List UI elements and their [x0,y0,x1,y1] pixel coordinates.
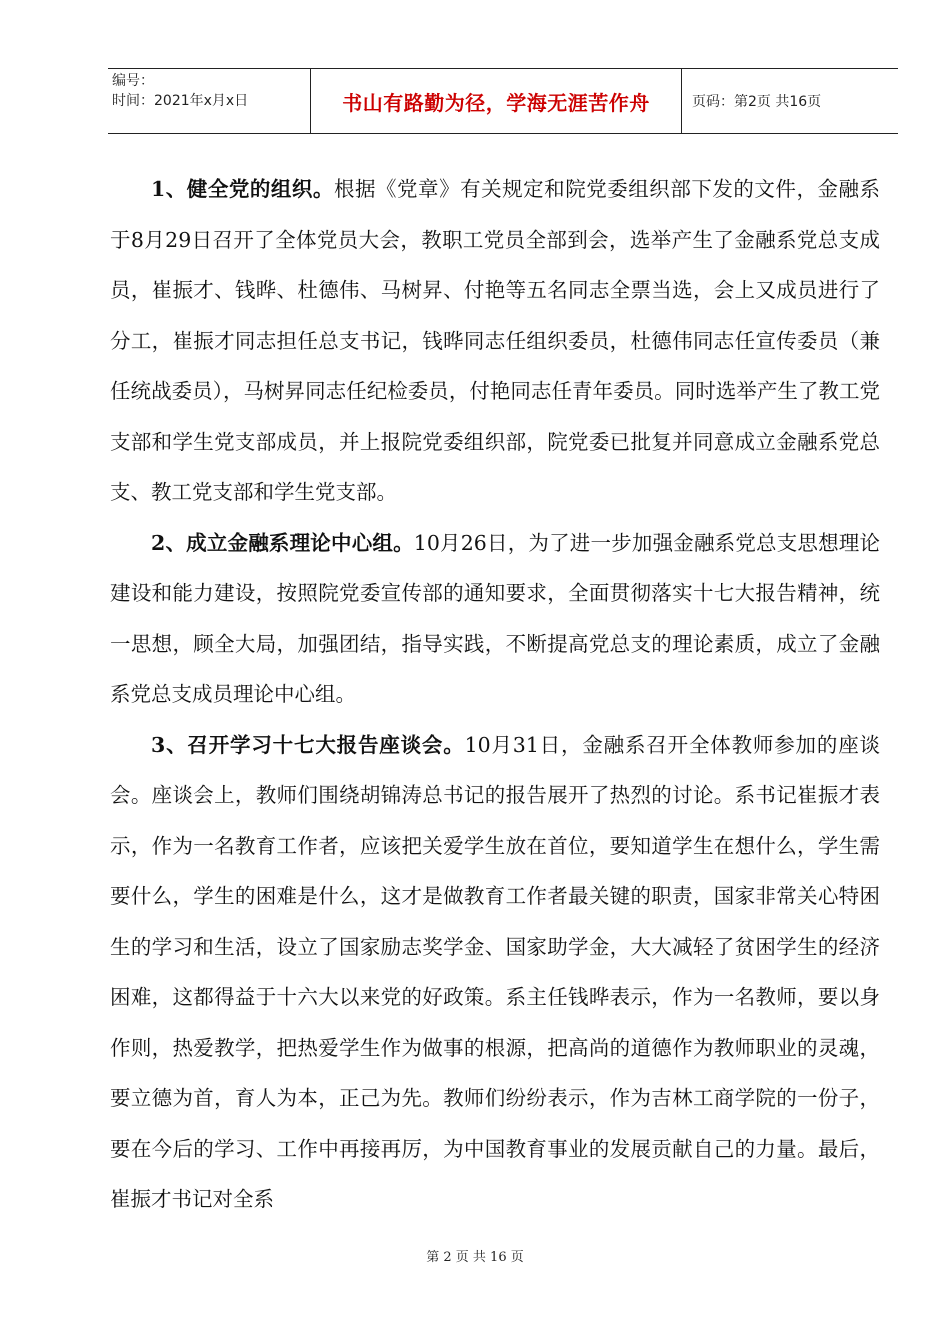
paragraph-heading: 3、召开学习十七大报告座谈会。 [151,732,465,757]
date-label: 时间：2021年x月x日 [112,93,249,109]
number-label: 编号： [112,73,154,89]
paragraph-heading: 1、健全党的组织。 [151,177,334,201]
paragraph-1 [110,164,880,518]
header-page-info: 页码：第2页 共16页 [692,94,822,110]
paragraph-text: 根据《党章》有关规定和院党委组织部下发的文件，金融系于8月29日召开了全体党员大会，教职工党员全部到会，选举产生了金融系党总支成员，崔振才、钱晔、杜德伟、马树昇、付艳等五名同志全票当选，会上又成员进行了分工，崔振才同志担任总支书记，钱晔同志任组织委员，杜德伟同志任宣传委员（兼任统战委员），马树昇同志任纪检委员，付艳同志任青年委员。同时选举产生了教工党支部和学生党支部成员，并上报院党委组织部，院党委已批复并同意成立金融系党总支、教工党支部和学生党支部。 [110,177,881,504]
paragraph-3 [110,720,880,1225]
page-header [108,68,898,134]
header-motto: 书山有路勤为径，学海无涯苦作舟 [310,69,682,133]
paragraph-text: 10月31日，金融系召开全体教师参加的座谈会。座谈会上，教师们围绕胡锦涛总书记的报告展开了热烈的讨论。系书记崔振才表示，作为一名教育工作者，应该把关爱学生放在首位，要知道学生在想什么，学生需要什么，学生的困难是什么，这才是做教育工作者最关键的职责，国家非常关心特困生的学习和生活，设立了国家励志奖学金、国家助学金，大大减轻了贫困学生的经济困难，这都得益于十六大以来党的好政策。系主任钱晔表示，作为一名教师，要以身作则，热爱教学，把热爱学生作为做事的根源，把高尚的道德作为教师职业的灵魂，要立德为首，育人为本，正己为先。教师们纷纷表示，作为吉林工商学院的一份子，要在今后的学习、工作中再接再厉，为中国教育事业的发展贡献自己的力量。最后，崔振才书记对全系 [110,732,881,1211]
header-meta [108,69,310,133]
paragraph-2 [110,518,880,720]
paragraph-text: 10月26日，为了进一步加强金融系党总支思想理论建设和能力建设，按照院党委宣传部的通知要求，全面贯彻落实十七大报告精神，统一思想，顾全大局，加强团结，指导实践，不断提高党总支的理论素质，成立了金融系党总支成员理论中心组。 [110,530,881,706]
page-footer: 第 2 页 共 16 页 [426,1250,524,1265]
document-body [110,164,880,1225]
paragraph-heading: 2、成立金融系理论中心组。 [151,530,414,555]
